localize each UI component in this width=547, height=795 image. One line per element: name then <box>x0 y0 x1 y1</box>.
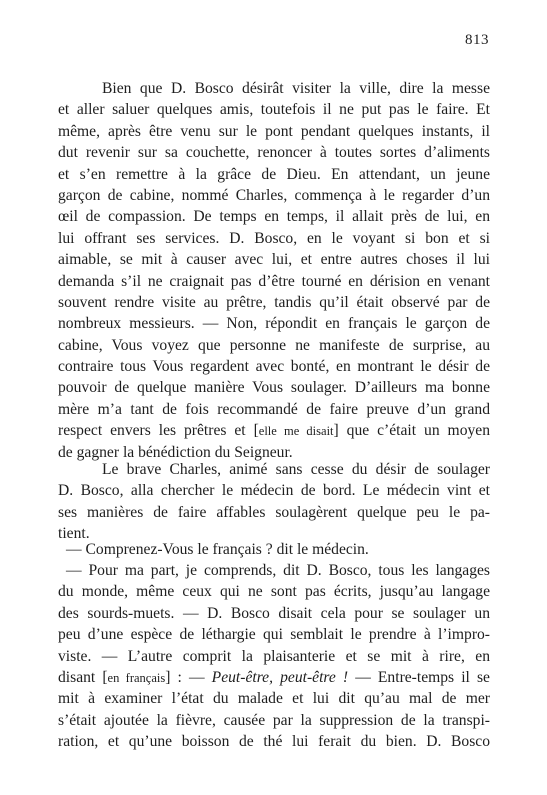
text-line: s’était ajoutée la fièvre, causée par la suppression de la transpi- <box>58 711 490 729</box>
text-line: lui offrant ses services. D. Bosco, en le voyant si bon et si <box>58 229 490 247</box>
text-line: et aller saluer quelques amis, toutefois il ne put pas le faire. Et <box>58 101 490 119</box>
text-line: ration, et qu’une boisson de thé lui ferait du bien. D. Bosco <box>58 733 490 751</box>
italic-quote: Peut-être, peut-être ! <box>211 668 349 686</box>
text-line: contraire tous Vous regardent avec bonté, en montrant le désir de <box>58 358 490 376</box>
paragraph-3 <box>58 539 490 560</box>
text-run: respect envers les prêtres et [ <box>58 422 259 440</box>
text-run: ] : — <box>165 668 212 686</box>
text-line: œil de compassion. De temps en temps, il allait près de lui, en <box>58 208 490 226</box>
text-run: disant [ <box>58 668 108 686</box>
page-number: 813 <box>465 32 489 48</box>
text-line <box>58 420 490 441</box>
text-line: demanda s’il ne craignait pas d’être tourné en dérision en venant <box>58 272 490 290</box>
text-line: tient. <box>58 525 90 543</box>
text-line: souvent rendre visite au prêtre, tandis qu’il était observé par de <box>58 293 490 311</box>
text-line: aimable, se mit à causer avec lui, et entre autres choses il lui <box>58 251 490 269</box>
text-line: nombreux messieurs. — Non, répondit en français le garçon de <box>58 315 490 333</box>
text-line: Bien que D. Bosco désirât visiter la ville, dire la messe <box>102 80 490 97</box>
text-run: ] que c’était un moyen <box>333 422 491 440</box>
text-line: des sourds-muets. — D. Bosco disait cela pour se soulager un <box>58 604 490 622</box>
text-line: garçon de cabine, nommé Charles, commença à le regarder d’un <box>58 186 490 204</box>
text-line: ses manières de faire affables soulagèrent quelque peu le pa- <box>58 503 490 521</box>
text-line <box>58 667 490 688</box>
paragraph-1 <box>58 78 490 463</box>
text-line: pouvoir de quelque manière Vous soulager. D’ailleurs ma bonne <box>58 379 490 397</box>
text-line: et s’en remettre à la grâce de Dieu. En attendant, un jeune <box>58 165 490 183</box>
text-line: mère m’a tant de fois recommandé de faire preuve d’un grand <box>58 400 490 418</box>
text-line: — Pour ma part, je comprends, dit D. Bosco, tous les langages <box>66 562 490 579</box>
text-run: — Entre-temps il se <box>348 668 490 686</box>
paragraph-2 <box>58 459 490 545</box>
bracketed-insert: elle me disait <box>258 424 334 439</box>
text-line: même, après être venu sur le pont pendant quelques instants, il <box>58 122 490 140</box>
text-line: du monde, même ceux qui ne sont pas écrits, jusqu’au langage <box>58 583 490 601</box>
text-line: de gagner la bénédiction du Seigneur. <box>58 443 293 461</box>
text-line: Le brave Charles, animé sans cesse du désir de soulager <box>102 461 490 478</box>
text-line: mit à examiner l’état du malade et lui dit qu’au mal de mer <box>58 690 490 708</box>
text-line: viste. — L’autre comprit la plaisanterie et se mit à rire, en <box>58 647 490 665</box>
bracketed-insert: en français <box>107 670 166 685</box>
text-line: dut revenir sur sa couchette, renoncer à toutes sortes d’aliments <box>58 144 490 162</box>
text-line: peu d’une espèce de léthargie qui semblait le prendre à l’impro- <box>58 626 490 644</box>
paragraph-4 <box>58 560 490 753</box>
text-line: D. Bosco, alla chercher le médecin de bord. Le médecin vint et <box>58 482 490 500</box>
text-line: cabine, Vous voyez que personne ne manifeste de surprise, au <box>58 336 490 354</box>
text-line: — Comprenez-Vous le français ? dit le médecin. <box>66 541 369 558</box>
